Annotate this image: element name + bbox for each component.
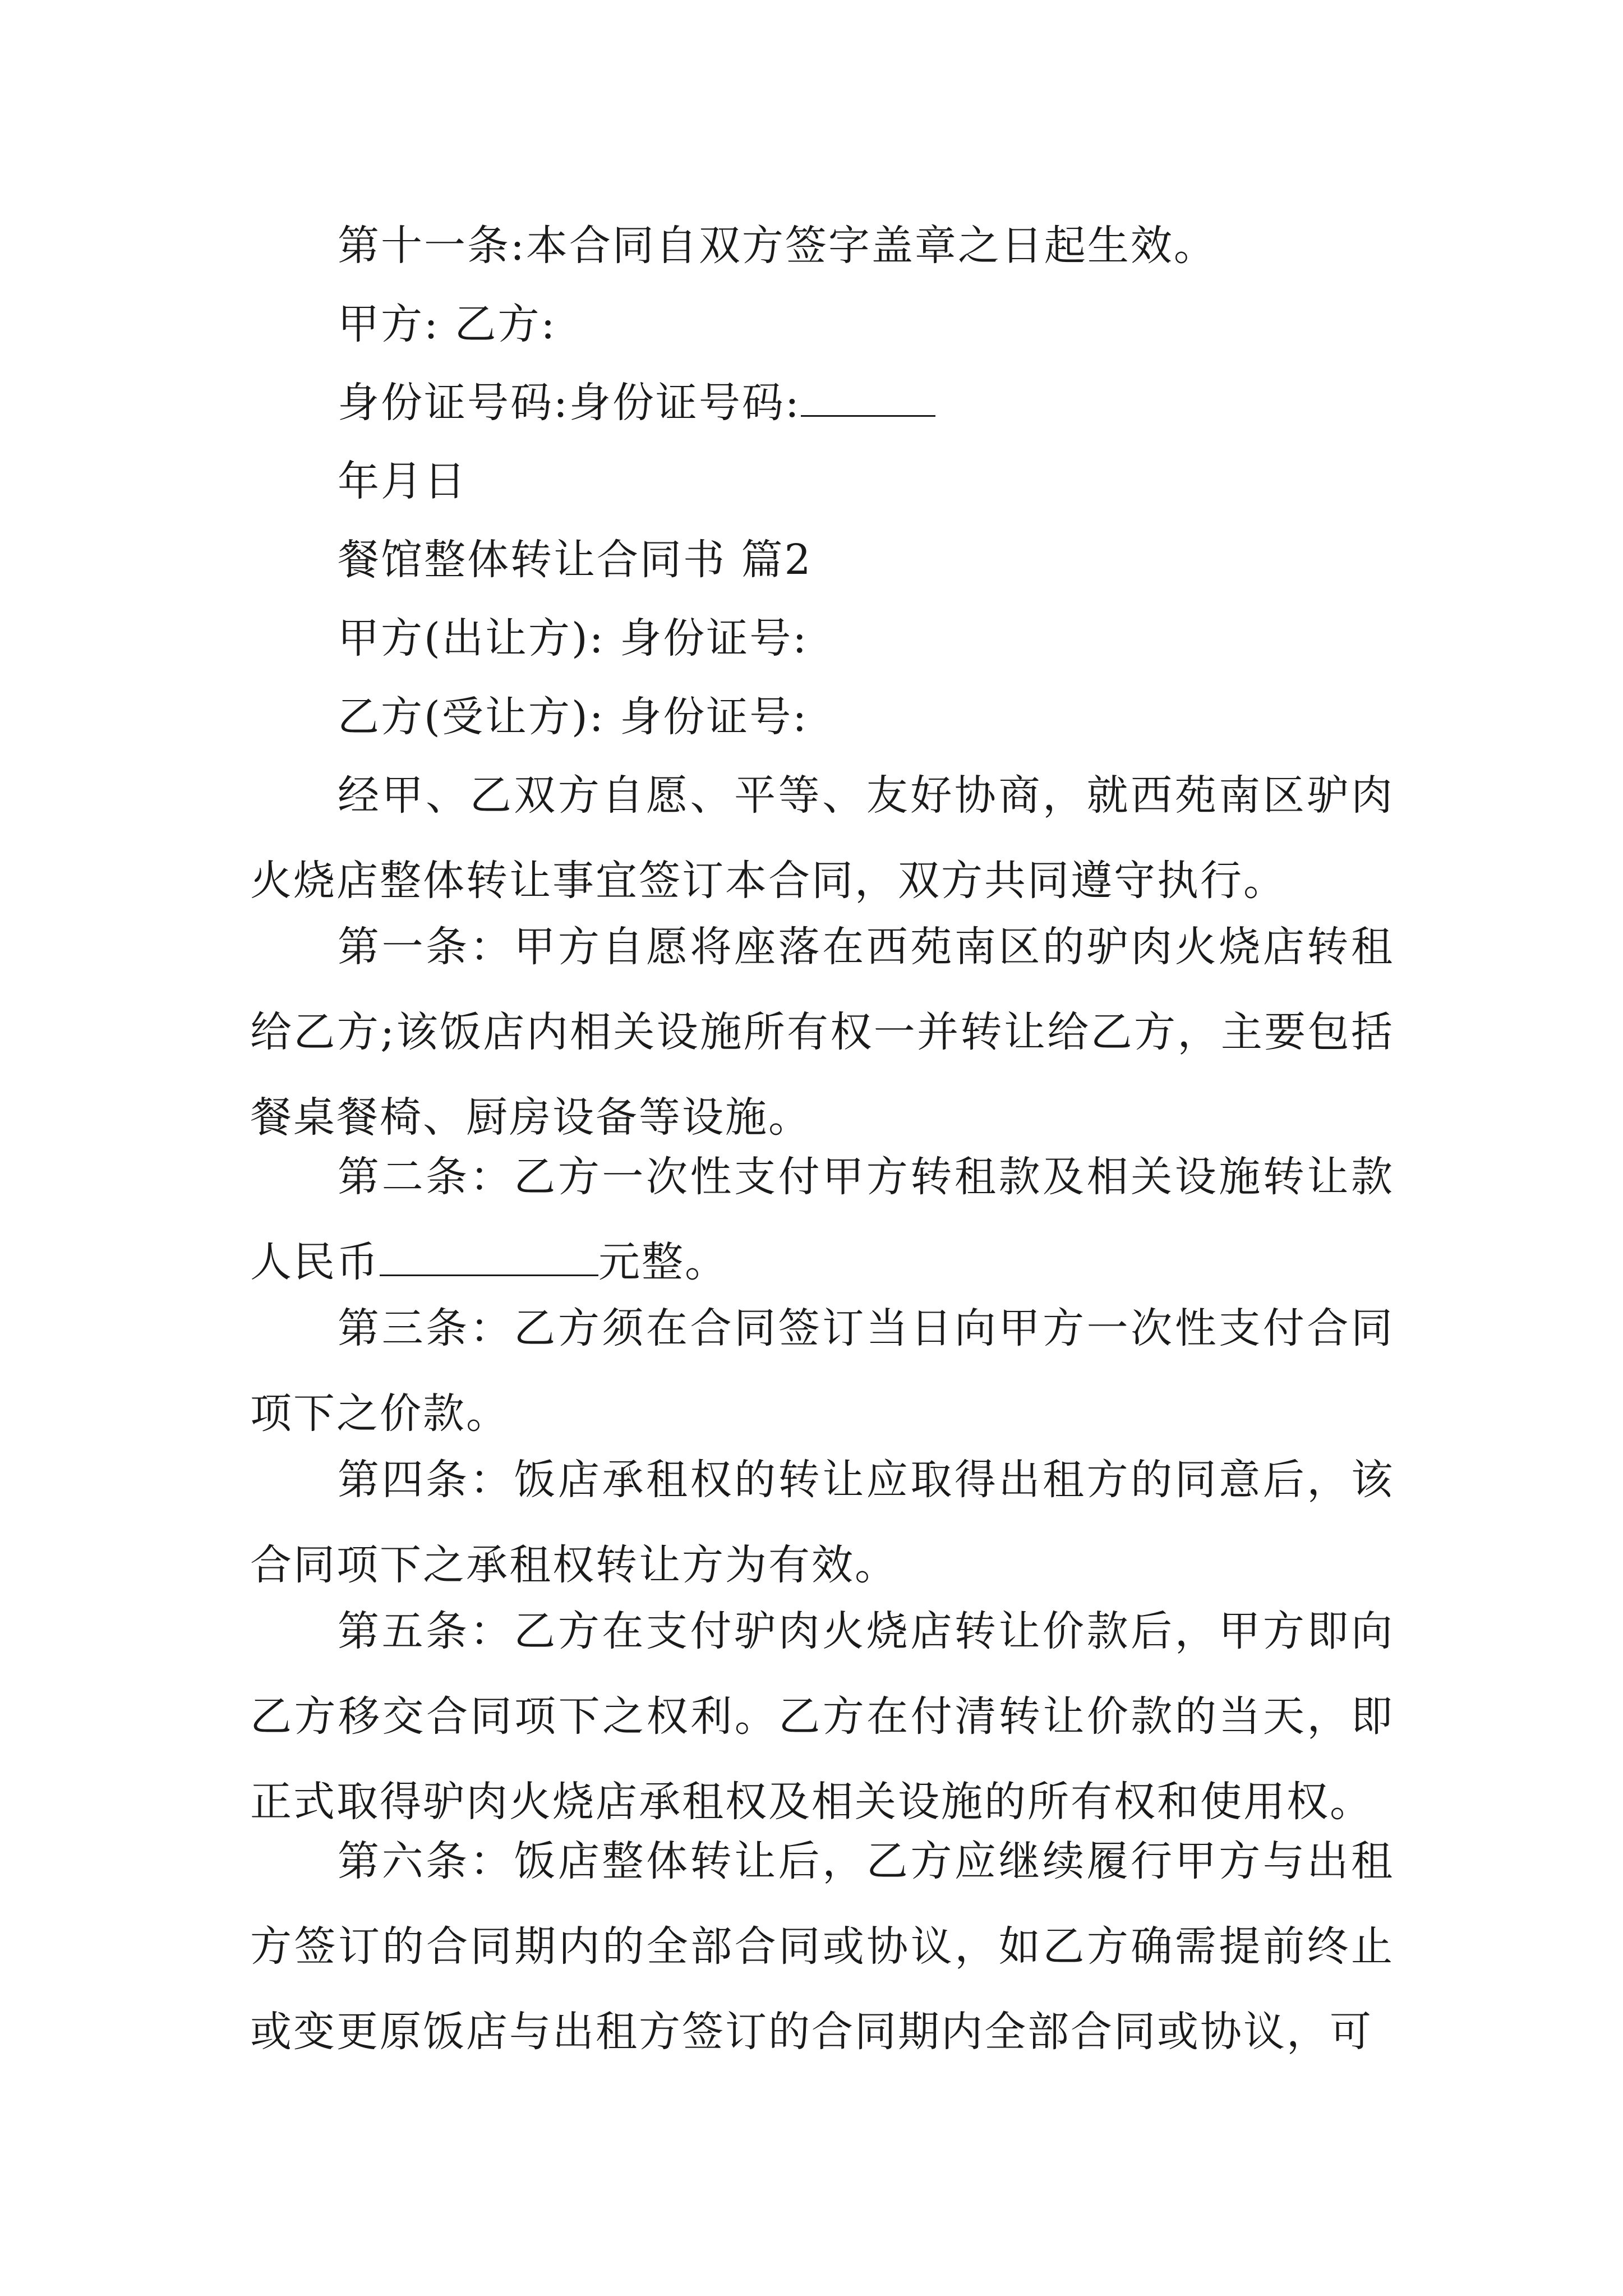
article-11-paragraph: 第十一条:本合同自双方签字盖章之日起生效。 [338,222,1217,270]
amount-blank [380,1241,598,1276]
preamble-paragraph: 经甲、乙双方自愿、平等、友好协商，就西苑南区驴肉火烧店整体转让事宜签订本合同，双方共同遵守执行。 [250,771,1394,905]
id-number-line [250,360,1394,445]
article-6-paragraph: 第六条：饭店整体转让后，乙方应继续履行甲方与出租方签订的合同期内的全部合同或协议，如乙方确需提前终止或变更原饭店与出租方签订的合同期内全部合同或协议，可 [250,1837,1394,2056]
id-number-label: 身份证号码:身份证号码: [338,379,801,427]
id-number-blank [801,381,935,417]
article-2-text: 第二条：乙方一次性支付甲方转租款及相关设施转让款人民币 [250,1153,1394,1286]
signature-parties-line: 甲方: 乙方: [338,300,557,348]
date-line: 年月日 [338,457,467,505]
contract-heading: 餐馆整体转让合同书 篇2 [338,536,813,584]
article-5-paragraph: 第五条：乙方在支付驴肉火烧店转让价款后，甲方即向乙方移交合同项下之权利。乙方在付清转让价款的当天，即正式取得驴肉火烧店承租权及相关设施的所有权和使用权。 [250,1607,1394,1826]
article-4-paragraph: 第四条：饭店承租权的转让应取得出租方的同意后，该合同项下之承租权转让方为有效。 [250,1456,1394,1589]
article-2-paragraph [250,1134,1394,1305]
article-3-paragraph: 第三条：乙方须在合同签订当日向甲方一次性支付合同项下之价款。 [250,1304,1394,1438]
party-b-line: 乙方(受让方): 身份证号: [338,693,809,741]
article-2-suffix: 元整。 [598,1238,728,1286]
article-1-paragraph: 第一条：甲方自愿将座落在西苑南区的驴肉火烧店转租给乙方;该饭店内相关设施所有权一并转让给乙方，主要包括餐桌餐椅、厨房设备等设施。 [250,923,1394,1142]
party-a-line: 甲方(出让方): 身份证号: [338,614,809,662]
